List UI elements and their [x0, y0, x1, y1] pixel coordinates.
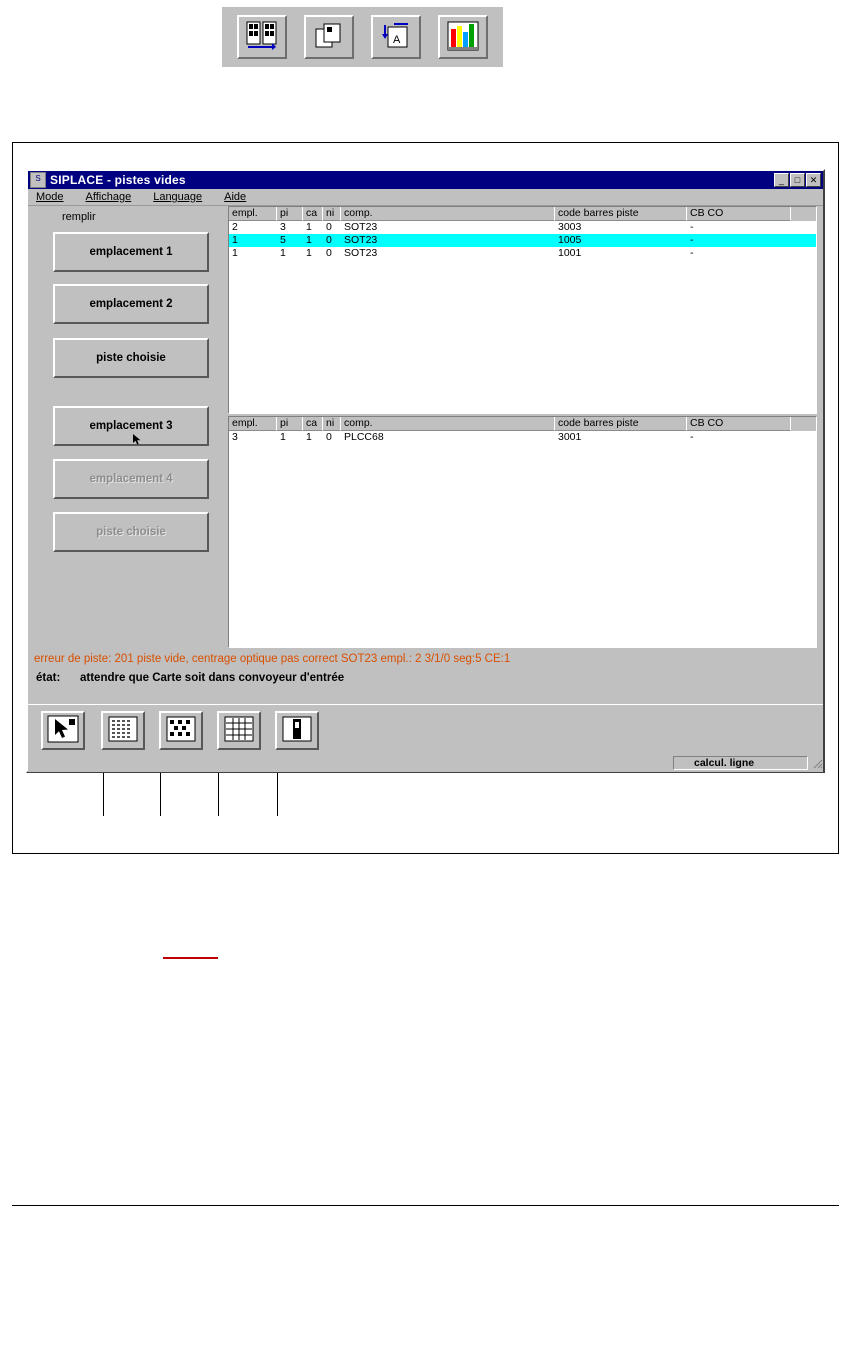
cell-pi: 5 [280, 234, 286, 246]
swap-board-icon [380, 22, 412, 53]
cell-cbco: - [690, 221, 694, 233]
callout-leader-4 [277, 773, 278, 816]
grid-tool-icon [224, 716, 254, 745]
cell-ca: 1 [306, 247, 312, 259]
menu-item-affichage[interactable] [86, 191, 132, 203]
matrix-tool-button[interactable] [159, 711, 203, 750]
col-comp: comp. [341, 207, 555, 221]
application-window [26, 169, 825, 773]
cell-ca: 1 [306, 431, 312, 443]
status-bar-text: calcul. ligne [673, 756, 808, 770]
col-empl: empl. [229, 207, 277, 221]
resize-grip[interactable] [810, 756, 823, 770]
table-row[interactable] [229, 234, 816, 247]
menu-item-language[interactable] [153, 191, 202, 203]
window-title: SIPLACE - pistes vides [50, 173, 186, 187]
cell-comp: PLCC68 [344, 431, 384, 443]
cell-ca: 1 [306, 234, 312, 246]
col-pi: pi [277, 207, 303, 221]
callout-leader-1 [103, 773, 104, 816]
cell-ni: 0 [326, 221, 332, 233]
menu-item-mode[interactable] [36, 191, 64, 203]
statistics-icon [447, 21, 479, 54]
col-comp: comp. [341, 417, 555, 431]
pointer-tool-icon [47, 715, 79, 746]
cell-comp: SOT23 [344, 234, 378, 246]
cell-ni: 0 [326, 431, 332, 443]
copy-board-button[interactable] [304, 15, 354, 59]
cell-empl: 2 [232, 221, 238, 233]
statistics-button[interactable] [438, 15, 488, 59]
menu-bar [28, 189, 823, 206]
minimize-button[interactable]: _ [774, 173, 789, 187]
state-text: attendre que Carte soit dans convoyeur d'entrée [80, 672, 345, 684]
cell-pi: 1 [280, 247, 286, 259]
table-row[interactable] [229, 247, 816, 260]
col-cb-co: CB CO [687, 207, 791, 221]
callout-leader-2 [160, 773, 161, 816]
cell-cbco: - [690, 247, 694, 259]
svg-text:A: A [393, 33, 401, 46]
cell-comp: SOT23 [344, 221, 378, 233]
cell-code: 3003 [558, 221, 582, 233]
col-code-barres: code barres piste [555, 417, 687, 431]
cell-empl: 3 [232, 431, 238, 443]
callout-leader-3 [218, 773, 219, 816]
button-emplacement-3[interactable]: emplacement 3 [53, 406, 209, 446]
grid-tool-button[interactable] [217, 711, 261, 750]
button-piste-choisie-2: piste choisie [53, 512, 209, 552]
col-ca: ca [303, 417, 323, 431]
board-transport-icon [246, 21, 278, 54]
pointer-tool-button[interactable] [41, 711, 85, 750]
col-ni: ni [323, 417, 341, 431]
cell-code: 1005 [558, 234, 582, 246]
fill-panel-caption: remplir [62, 211, 96, 223]
cell-pi: 3 [280, 221, 286, 233]
cell-ca: 1 [306, 221, 312, 233]
title-bar [28, 171, 823, 189]
matrix-tool-icon [166, 716, 196, 745]
col-ni: ni [323, 207, 341, 221]
empty-tracks-table[interactable] [228, 206, 817, 414]
col-empl: empl. [229, 417, 277, 431]
app-icon: S [30, 172, 46, 188]
button-emplacement-2[interactable]: emplacement 2 [53, 284, 209, 324]
feeder-tool-button[interactable] [275, 711, 319, 750]
cell-comp: SOT23 [344, 247, 378, 259]
col-code-barres: code barres piste [555, 207, 687, 221]
cell-cbco: - [690, 431, 694, 443]
cell-code: 3001 [558, 431, 582, 443]
button-emplacement-1[interactable]: emplacement 1 [53, 232, 209, 272]
red-underline-mark [163, 957, 218, 959]
fill-panel [34, 208, 228, 648]
cell-ni: 0 [326, 234, 332, 246]
table-list-tool-button[interactable] [101, 711, 145, 750]
swap-board-button[interactable] [371, 15, 421, 59]
table-header [229, 417, 816, 431]
state-label: état: [36, 672, 61, 684]
table-list-tool-icon [108, 716, 138, 745]
table-row[interactable] [229, 221, 816, 234]
figure-frame [12, 142, 839, 854]
page-divider-rule [12, 1205, 839, 1206]
menu-label-affichage: Affichage [85, 191, 132, 203]
cell-ni: 0 [326, 247, 332, 259]
cell-pi: 1 [280, 431, 286, 443]
cell-code: 1001 [558, 247, 582, 259]
message-area [34, 652, 817, 702]
menu-label-mode: Mode [36, 191, 64, 203]
bottom-toolbar [28, 704, 823, 772]
close-button[interactable]: ✕ [806, 173, 821, 187]
table-row[interactable] [229, 431, 816, 444]
feeder-tool-icon [282, 716, 312, 745]
button-piste-choisie-1[interactable]: piste choisie [53, 338, 209, 378]
col-ca: ca [303, 207, 323, 221]
menu-label-language: Language [153, 191, 203, 203]
col-cb-co: CB CO [687, 417, 791, 431]
menu-label-aide: Aide [224, 191, 247, 203]
maximize-button[interactable]: □ [790, 173, 805, 187]
menu-item-aide[interactable] [224, 191, 246, 203]
loaded-tracks-table[interactable] [228, 416, 817, 648]
application-body [28, 208, 823, 771]
col-pi: pi [277, 417, 303, 431]
board-transport-button[interactable] [237, 15, 287, 59]
top-toolbar [222, 7, 503, 67]
cell-cbco: - [690, 234, 694, 246]
cell-empl: 1 [232, 234, 238, 246]
cell-empl: 1 [232, 247, 238, 259]
button-emplacement-4: emplacement 4 [53, 459, 209, 499]
error-message: erreur de piste: 201 piste vide, centrage optique pas correct SOT23 empl.: 2 3/1/0 seg:5 CE:1 [34, 653, 511, 665]
table-header [229, 207, 816, 221]
copy-board-icon [314, 22, 344, 53]
